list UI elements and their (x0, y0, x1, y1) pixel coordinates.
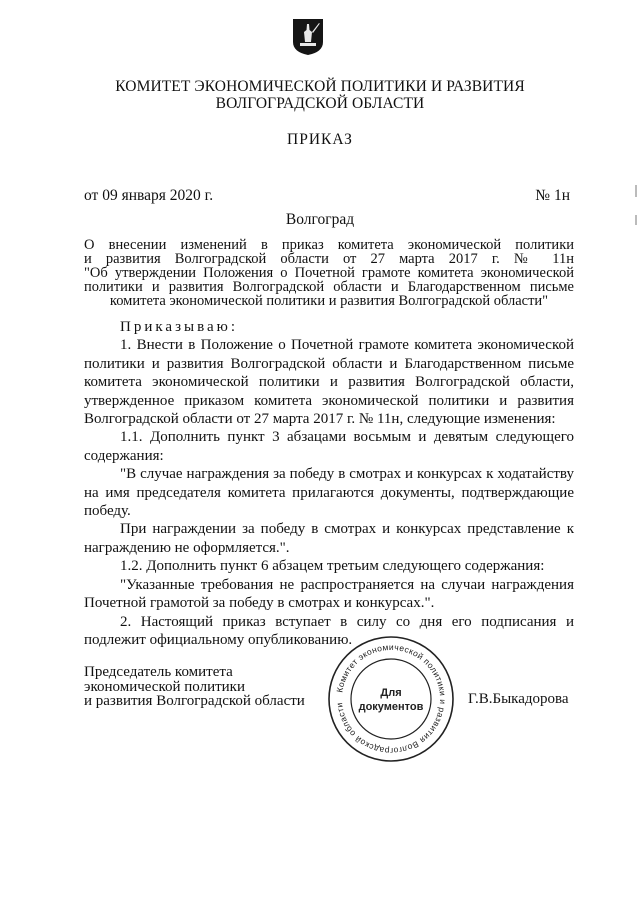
body-paragraph: При награждении за победу в смотрах и конкурсах представление к награждению не оформляется.". (84, 521, 574, 556)
coat-of-arms-icon (292, 18, 324, 56)
signatory-position-line: экономической политики (84, 678, 246, 695)
organization-name-line2: ВОЛГОГРАДСКОЙ ОБЛАСТИ (215, 95, 425, 112)
document-body (84, 318, 574, 649)
order-word: Приказываю: (120, 319, 238, 335)
signatory-name: Г.В.Быкадорова (468, 691, 569, 707)
body-paragraph: "В случае награждения за победу в смотрах и конкурсах к ходатайству на имя председателя комитета прилагаются документы, подтверждающие победу. (84, 466, 574, 520)
scan-edge-mark (634, 185, 638, 255)
body-paragraph: 1.1. Дополнить пункт 3 абзацами восьмым и девятым следующего содержания: (84, 429, 574, 464)
signatory-position (84, 665, 305, 709)
subject-line: О внесении изменений в приказ комитета экономической политики (84, 237, 574, 253)
stamp-ring-text: Комитет экономической политики и развития Волгоградской области (334, 641, 449, 757)
subject-line: "Об утверждении Положения о Почетной грамоте комитета экономической (84, 265, 574, 281)
document-type-title: ПРИКАЗ (287, 131, 353, 148)
document-subject (84, 238, 574, 308)
subject-line: политики и развития Волгоградской области и Благодарственном письме (84, 279, 574, 295)
subject-line: комитета экономической политики и развития Волгоградской области" (109, 293, 549, 309)
signatory-position-line: и развития Волгоградской области (84, 693, 305, 709)
signatory-position-line: Председатель комитета (84, 664, 233, 680)
organization-name-line1: КОМИТЕТ ЭКОНОМИЧЕСКОЙ ПОЛИТИКИ И РАЗВИТИЯ (115, 78, 525, 95)
stamp-center-line1: Для (380, 687, 402, 699)
body-paragraph: 1.2. Дополнить пункт 6 абзацем третьим следующего содержания: (120, 558, 545, 575)
official-stamp (326, 634, 456, 764)
body-paragraph: 1. Внести в Положение о Почетной грамоте комитета экономической политики и развития Волгоградской области и Благодарственном письме комитета экономической политики и развития Волгоградской области, утвержденное приказом комитета экономической политики и развития Волгоградской области от 27 марта 2017 г. № 11н, следующие изменения: (84, 337, 574, 428)
stamp-center-line2: документов (358, 701, 424, 713)
document-number: № 1н (535, 187, 570, 204)
body-paragraph: "Указанные требования не распространяется на случаи награждения Почетной грамотой за победу в смотрах и конкурсах.". (84, 576, 574, 612)
document-city: Волгоград (285, 211, 355, 228)
body-paragraph: 2. Настоящий приказ вступает в силу со дня его подписания и подлежит официальному опубликованию. (84, 613, 574, 648)
subject-line: и развития Волгоградской области от 27 марта 2017 г. № 11н (84, 251, 574, 267)
document-date: от 09 января 2020 г. (84, 187, 214, 204)
